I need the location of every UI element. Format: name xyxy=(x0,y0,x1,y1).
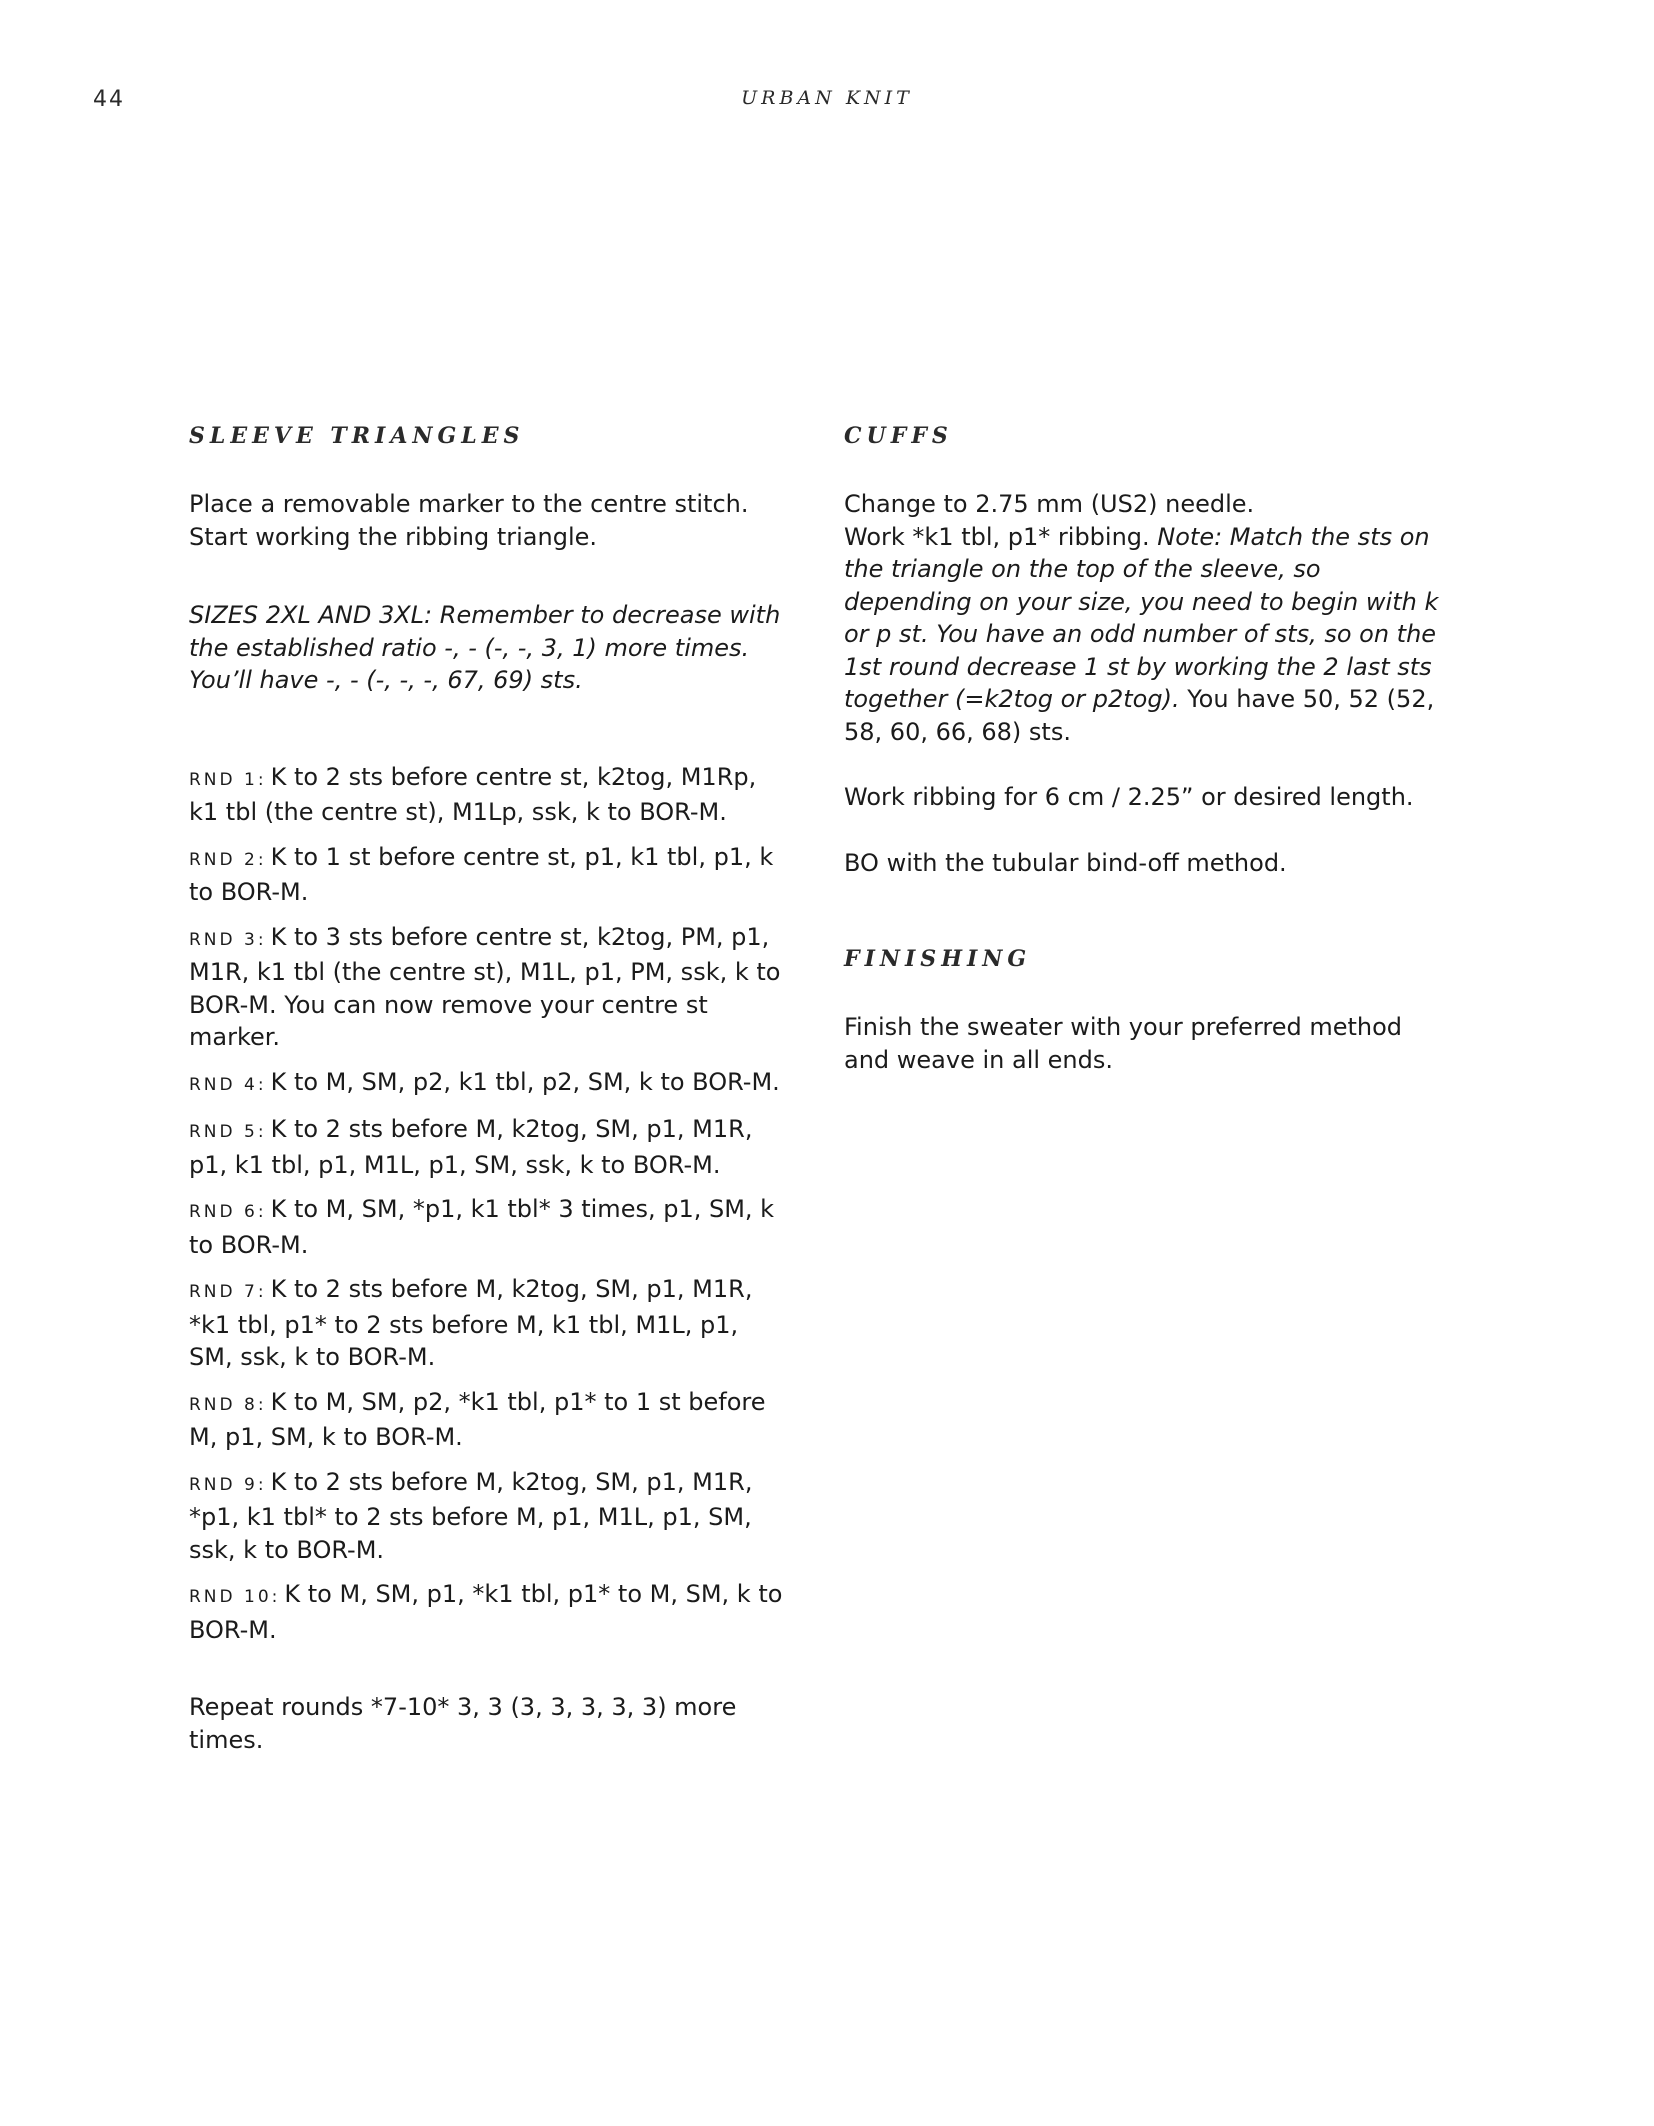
round-3 xyxy=(189,921,789,1054)
cuffs-stitch-count: You have 50, 52 (52, 58, 60, 66, 68) sts. xyxy=(844,685,1435,746)
round-text: K to M, SM, p2, k1 tbl, p2, SM, k to BOR-M. xyxy=(270,1067,780,1096)
round-text: K to 2 sts before M, k2tog, SM, p1, M1R, *p1, k1 tbl* to 2 sts before M, p1, M1L, p1, SM, ssk, k to BOR-M. xyxy=(189,1467,753,1564)
cuffs-note: Note: Match the sts on the triangle on the top of the sleeve, so depending on your size, you need to begin with k or p st. You have an odd number of sts, so on the 1st round decrease 1 st by working the 2 last sts together (=k2tog or p2tog). xyxy=(844,522,1439,713)
round-text: K to 3 sts before centre st, k2tog, PM, p1, M1R, k1 tbl (the centre st), M1L, p1, PM, ssk, k to BOR-M. You can now remove your centre st marker. xyxy=(189,922,781,1051)
round-label: RND 3: xyxy=(189,929,267,950)
round-7 xyxy=(189,1273,789,1374)
rounds-list xyxy=(189,761,789,1647)
round-label: RND 1: xyxy=(189,769,267,790)
round-4 xyxy=(189,1066,789,1102)
round-text: K to 2 sts before centre st, k2tog, M1Rp, k1 tbl (the centre st), M1Lp, ssk, k to BOR-M. xyxy=(189,762,757,826)
round-label: RND 5: xyxy=(189,1122,267,1142)
round-text: K to 2 sts before M, k2tog, SM, p1, M1R, p1, k1 tbl, p1, M1L, p1, SM, ssk, k to BOR-M. xyxy=(189,1115,753,1179)
page-number: 44 xyxy=(93,87,125,112)
round-9 xyxy=(189,1466,789,1567)
cuffs-bind-off: BO with the tubular bind-off method. xyxy=(844,848,1287,877)
sleeve-triangles-intro: Place a removable marker to the centre stitch. Start working the ribbing triangle. xyxy=(189,490,749,551)
right-column xyxy=(844,420,1444,1076)
round-6 xyxy=(189,1193,789,1261)
round-label: RND 2: xyxy=(189,849,267,870)
sizes-note: SIZES 2XL AND 3XL: Remember to decrease with the established ratio -, - (-, -, 3, 1) more times. You’ll have -, - (-, -, -, 67, 69) sts. xyxy=(189,601,781,694)
round-text: K to M, SM, *p1, k1 tbl* 3 times, p1, SM, k to BOR-M. xyxy=(189,1195,775,1259)
repeat-instruction: Repeat rounds *7-10* 3, 3 (3, 3, 3, 3, 3) more times. xyxy=(189,1693,737,1754)
finishing-text: Finish the sweater with your preferred method and weave in all ends. xyxy=(844,1013,1403,1074)
cuffs-title: CUFFS xyxy=(844,423,953,449)
round-label: RND 9: xyxy=(189,1474,267,1495)
cuffs-length: Work ribbing for 6 cm / 2.25” or desired length. xyxy=(844,783,1414,811)
sleeve-triangles-title: SLEEVE TRIANGLES xyxy=(189,423,525,449)
cuffs-ribbing-instructions xyxy=(844,521,1444,749)
round-10 xyxy=(189,1578,789,1646)
cuffs-needle: Change to 2.75 mm (US2) needle. xyxy=(844,490,1255,518)
round-2 xyxy=(189,841,789,909)
round-1 xyxy=(189,761,789,829)
finishing-title: FINISHING xyxy=(844,946,1032,972)
left-column xyxy=(189,420,789,1756)
round-8 xyxy=(189,1386,789,1454)
round-text: K to M, SM, p1, *k1 tbl, p1* to M, SM, k to BOR-M. xyxy=(189,1580,783,1644)
round-text: K to 2 sts before M, k2tog, SM, p1, M1R, *k1 tbl, p1* to 2 sts before M, k1 tbl, M1L, p1, SM, ssk, k to BOR-M. xyxy=(189,1275,753,1371)
round-5 xyxy=(189,1113,789,1181)
round-label: RND 7: xyxy=(189,1282,267,1302)
round-label: RND 10: xyxy=(189,1587,281,1607)
round-label: RND 6: xyxy=(189,1202,267,1222)
cuffs-ribbing-text: Work *k1 tbl, p1* ribbing. xyxy=(844,522,1158,551)
round-text: K to 1 st before centre st, p1, k1 tbl, p1, k to BOR-M. xyxy=(189,842,774,906)
running-head: URBAN KNIT xyxy=(741,87,913,109)
round-text: K to M, SM, p2, *k1 tbl, p1* to 1 st before M, p1, SM, k to BOR-M. xyxy=(189,1387,766,1451)
round-label: RND 8: xyxy=(189,1394,267,1415)
round-label: RND 4: xyxy=(189,1074,267,1095)
